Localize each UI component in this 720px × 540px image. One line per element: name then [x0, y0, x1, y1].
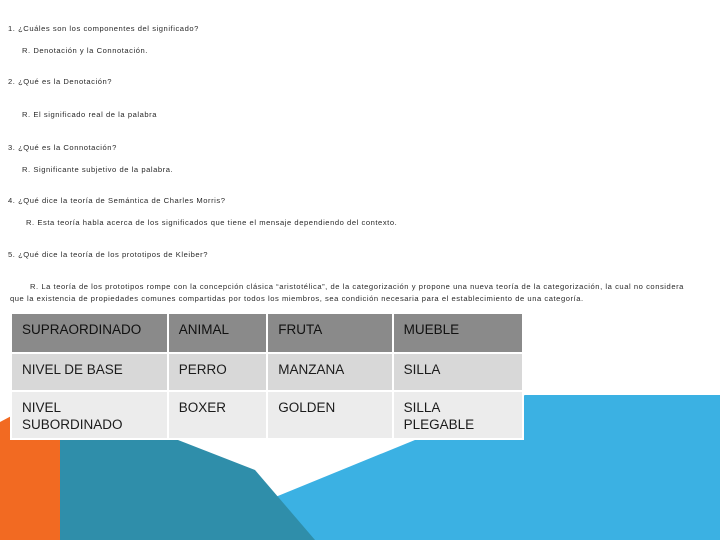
question-2: 2. ¿Qué es la Denotación?	[8, 77, 113, 86]
answer-5: R. La teoría de los prototipos rompe con la concepción clásica “aristotélica”, de la categorización y propone una nueva teoría de la categorización, la cual no considera que la existencia de propiedades comunes compartidas por todos los miembros, sea condición necesaria para el establecimiento de una categoría.	[10, 282, 684, 303]
table-cell: SUPRAORDINADO	[11, 313, 168, 353]
table-cell: SILLA PLEGABLE	[393, 391, 523, 439]
table-cell: MANZANA	[267, 353, 392, 391]
table-cell: SILLA	[393, 353, 523, 391]
table-cell: GOLDEN	[267, 391, 392, 439]
answer-4: R. Esta teoría habla acerca de los significados que tiene el mensaje dependiendo del contexto.	[26, 218, 398, 227]
table-header-row	[11, 313, 523, 353]
table-cell: MUEBLE	[393, 313, 523, 353]
table-cell: FRUTA	[267, 313, 392, 353]
category-levels-table	[10, 312, 524, 440]
answer-3: R. Significante subjetivo de la palabra.	[22, 165, 174, 174]
table-cell: NIVEL DE BASE	[11, 353, 168, 391]
question-3: 3. ¿Qué es la Connotación?	[8, 143, 117, 152]
table-row	[11, 353, 523, 391]
table-cell: ANIMAL	[168, 313, 268, 353]
table-row	[11, 391, 523, 439]
question-4: 4. ¿Qué dice la teoría de Semántica de Charles Morris?	[8, 196, 226, 205]
question-5: 5. ¿Qué dice la teoría de los prototipos de Kleiber?	[8, 250, 208, 259]
question-1: 1. ¿Cuáles son los componentes del significado?	[8, 24, 199, 33]
table-cell: BOXER	[168, 391, 268, 439]
answer-2: R. El significado real de la palabra	[22, 110, 158, 119]
answer-1: R. Denotación y la Connotación.	[22, 46, 148, 55]
table-cell: NIVEL SUBORDINADO	[11, 391, 168, 439]
table-cell: PERRO	[168, 353, 268, 391]
